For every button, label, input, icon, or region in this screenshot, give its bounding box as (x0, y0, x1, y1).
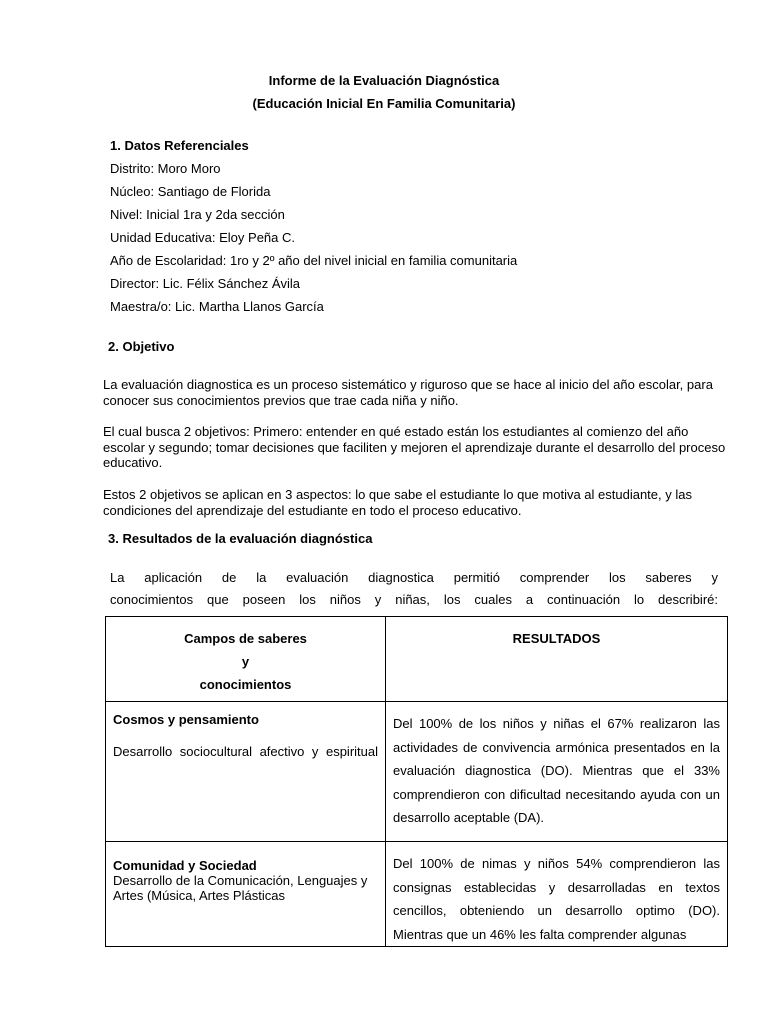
field-title: Comunidad y Sociedad (113, 858, 257, 873)
table-header-resultados (386, 617, 728, 702)
objective-paragraph-1: La evaluación diagnostica es un proceso sistemático y riguroso que se hace al inicio del año escolar, para conocer sus conocimientos previos que trae cada niña y niño. (103, 377, 713, 408)
field-title: Cosmos y pensamiento (113, 712, 259, 727)
table-cell-result: Del 100% de nimas y niños 54% comprendieron las consignas establecidas y desarrolladas en textos cencillos, obteniendo un desarrollo optimo (DO). Mientras que un 46% les falta comprender algunas (386, 842, 728, 947)
header-campos-line-3: conocimientos (199, 677, 292, 692)
field-nucleo: Núcleo: Santiago de Florida (110, 184, 271, 199)
table-header-campos (106, 617, 386, 702)
table-cell-result: Del 100% de los niños y niñas el 67% realizaron las actividades de convivencia armónica presentados en la evaluación diagnostica (DO). Mientras que el 33% comprendieron con dificultad necesitando ayuda con un desarrollo aceptable (DA). (386, 702, 728, 842)
header-campos-line-2: y (241, 654, 250, 669)
field-detail: Desarrollo de la Comunicación, Lenguajes y Artes (Música, Artes Plásticas (113, 873, 368, 903)
results-intro-line-1: La aplicación de la evaluación diagnostica permitió comprender los saberes y (110, 570, 718, 585)
field-ano-escolaridad: Año de Escolaridad: 1ro y 2º año del nivel inicial en familia comunitaria (110, 253, 518, 268)
table-cell-field (106, 702, 386, 842)
field-detail: Desarrollo sociocultural afectivo y espiritual (113, 744, 378, 759)
field-unidad-educativa: Unidad Educativa: Eloy Peña C. (110, 230, 295, 245)
table-cell-field (106, 842, 386, 947)
document-title: Informe de la Evaluación Diagnóstica (268, 73, 500, 88)
objective-paragraph-2: El cual busca 2 objetivos: Primero: entender en qué estado están los estudiantes al comienzo del año escolar y segundo; tomar decisiones que faciliten y mejoren el aprendizaje durante el desarrollo del proceso educativo. (103, 424, 726, 470)
section-3-heading: 3. Resultados de la evaluación diagnóstica (108, 531, 373, 546)
header-campos-line-1: Campos de saberes (184, 631, 307, 646)
objective-paragraph-3: Estos 2 objetivos se aplican en 3 aspectos: lo que sabe el estudiante lo que motiva al estudiante, y las condiciones del aprendizaje del estudiante en todo el proceso educativo. (103, 487, 692, 518)
document-subtitle: (Educación Inicial En Familia Comunitaria) (252, 96, 516, 111)
results-intro-line-2: conocimientos que poseen los niños y niñas, los cuales a continuación lo describiré: (110, 592, 718, 607)
section-2-heading: 2. Objetivo (108, 339, 175, 354)
field-director: Director: Lic. Félix Sánchez Ávila (110, 276, 301, 291)
table-row (106, 842, 728, 947)
table-header-row (106, 617, 728, 702)
field-distrito: Distrito: Moro Moro (110, 161, 221, 176)
header-resultados-label: RESULTADOS (512, 631, 601, 646)
section-1-heading: 1. Datos Referenciales (110, 138, 249, 153)
field-nivel: Nivel: Inicial 1ra y 2da sección (110, 207, 285, 222)
results-table (105, 616, 728, 947)
table-row (106, 702, 728, 842)
field-maestra: Maestra/o: Lic. Martha Llanos García (110, 299, 324, 314)
